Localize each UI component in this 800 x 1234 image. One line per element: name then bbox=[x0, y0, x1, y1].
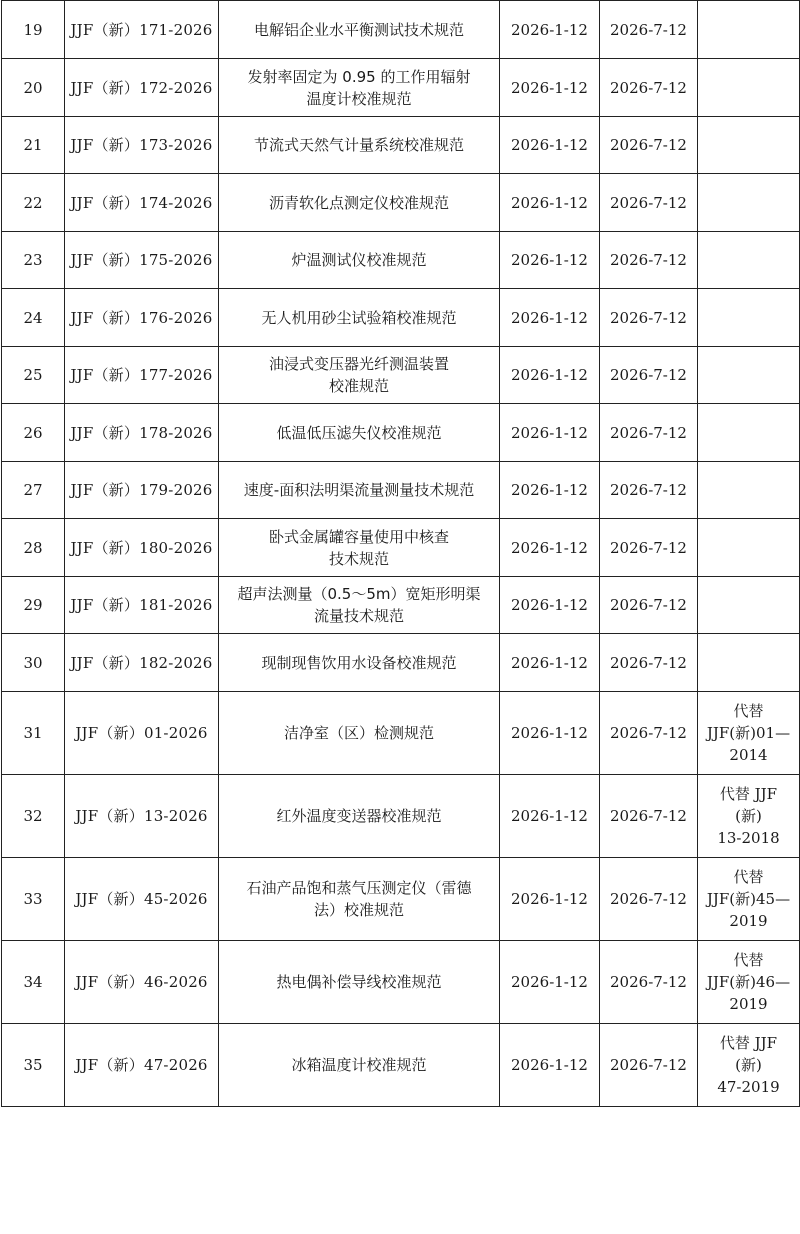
standard-code: JJF（新）175-2026 bbox=[65, 232, 219, 289]
standard-name-line: 技术规范 bbox=[328, 549, 389, 568]
row-number: 34 bbox=[2, 941, 65, 1024]
table-row bbox=[2, 519, 800, 577]
publish-date: 2026-1-12 bbox=[500, 232, 600, 289]
standard-name-line: 节流式天然气计量系统校准规范 bbox=[253, 136, 464, 154]
row-number: 28 bbox=[2, 519, 65, 577]
implement-date: 2026-7-12 bbox=[600, 117, 698, 174]
standard-name bbox=[219, 174, 500, 232]
replacement-note-line: JJF(新)45— bbox=[706, 890, 791, 908]
implement-date: 2026-7-12 bbox=[600, 462, 698, 519]
table-row bbox=[2, 858, 800, 941]
standard-name bbox=[219, 462, 500, 519]
table-row bbox=[2, 692, 800, 775]
replacement-note-line: 2014 bbox=[729, 746, 768, 764]
standard-name bbox=[219, 1024, 500, 1107]
standard-name-line: 电解铝企业水平衡测试技术规范 bbox=[253, 20, 464, 39]
standard-name bbox=[219, 634, 500, 692]
standard-code: JJF（新）177-2026 bbox=[65, 347, 219, 404]
replacement-note-line: 2019 bbox=[729, 912, 768, 930]
publish-date: 2026-1-12 bbox=[500, 692, 600, 775]
publish-date: 2026-1-12 bbox=[500, 941, 600, 1024]
table-row bbox=[2, 462, 800, 519]
replacement-note-line: JJF(新)01— bbox=[706, 724, 791, 742]
standard-name-line: 超声法测量（0.5～5m）宽矩形明渠 bbox=[237, 585, 481, 603]
implement-date: 2026-7-12 bbox=[600, 577, 698, 634]
row-number: 23 bbox=[2, 232, 65, 289]
standard-name-line: 热电偶补偿导线校准规范 bbox=[276, 973, 442, 991]
replacement-note-line: JJF(新)46— bbox=[706, 973, 791, 991]
table-row bbox=[2, 634, 800, 692]
replacement-note-line: (新) bbox=[735, 807, 762, 825]
replacement-note bbox=[698, 289, 800, 347]
row-number: 25 bbox=[2, 347, 65, 404]
replacement-note-line: 47-2019 bbox=[717, 1078, 780, 1096]
row-number: 30 bbox=[2, 634, 65, 692]
standards-table-body bbox=[2, 1, 800, 1107]
standard-code: JJF（新）47-2026 bbox=[65, 1024, 219, 1107]
implement-date: 2026-7-12 bbox=[600, 289, 698, 347]
replacement-note-line: 代替 bbox=[733, 868, 764, 886]
table-row bbox=[2, 941, 800, 1024]
standard-code: JJF（新）172-2026 bbox=[65, 59, 219, 117]
standard-name bbox=[219, 775, 500, 858]
replacement-note bbox=[698, 59, 800, 117]
implement-date: 2026-7-12 bbox=[600, 59, 698, 117]
publish-date: 2026-1-12 bbox=[500, 404, 600, 462]
standard-name bbox=[219, 941, 500, 1024]
publish-date: 2026-1-12 bbox=[500, 59, 600, 117]
standard-name-line: 校准规范 bbox=[328, 377, 389, 395]
replacement-note bbox=[698, 117, 800, 174]
standard-code: JJF（新）13-2026 bbox=[65, 775, 219, 858]
publish-date: 2026-1-12 bbox=[500, 775, 600, 858]
standard-code: JJF（新）180-2026 bbox=[65, 519, 219, 577]
row-number: 19 bbox=[2, 1, 65, 59]
implement-date: 2026-7-12 bbox=[600, 1024, 698, 1107]
table-row bbox=[2, 577, 800, 634]
standard-name-line: 炉温测试仪校准规范 bbox=[291, 251, 427, 269]
replacement-note bbox=[698, 941, 800, 1024]
implement-date: 2026-7-12 bbox=[600, 174, 698, 232]
standard-name-line: 卧式金属罐容量使用中核查 bbox=[268, 527, 449, 546]
replacement-note bbox=[698, 462, 800, 519]
standard-name bbox=[219, 347, 500, 404]
replacement-note bbox=[698, 174, 800, 232]
standard-name-line: 沥青软化点测定仪校准规范 bbox=[268, 193, 449, 212]
standard-code: JJF（新）173-2026 bbox=[65, 117, 219, 174]
replacement-note-line: 代替 JJF bbox=[719, 785, 778, 803]
table-row bbox=[2, 289, 800, 347]
replacement-note-line: 代替 JJF bbox=[719, 1034, 778, 1052]
standard-name bbox=[219, 404, 500, 462]
replacement-note bbox=[698, 1, 800, 59]
standard-name-line: 法）校准规范 bbox=[313, 901, 404, 919]
replacement-note bbox=[698, 634, 800, 692]
standard-name-line: 发射率固定为 0.95 的工作用辐射 bbox=[247, 67, 471, 86]
replacement-note bbox=[698, 347, 800, 404]
row-number: 20 bbox=[2, 59, 65, 117]
standard-name-line: 油浸式变压器光纤测温装置 bbox=[268, 355, 449, 373]
table-row bbox=[2, 775, 800, 858]
replacement-note bbox=[698, 519, 800, 577]
standard-name-line: 红外温度变送器校准规范 bbox=[276, 807, 442, 825]
publish-date: 2026-1-12 bbox=[500, 577, 600, 634]
standard-name bbox=[219, 289, 500, 347]
table-row bbox=[2, 117, 800, 174]
table-row bbox=[2, 347, 800, 404]
replacement-note-line: 2019 bbox=[729, 995, 768, 1013]
standard-name bbox=[219, 519, 500, 577]
standards-table bbox=[1, 0, 800, 1107]
table-row bbox=[2, 174, 800, 232]
implement-date: 2026-7-12 bbox=[600, 775, 698, 858]
standard-name-line: 流量技术规范 bbox=[313, 607, 404, 625]
implement-date: 2026-7-12 bbox=[600, 858, 698, 941]
table-row bbox=[2, 59, 800, 117]
implement-date: 2026-7-12 bbox=[600, 232, 698, 289]
table-row bbox=[2, 404, 800, 462]
publish-date: 2026-1-12 bbox=[500, 858, 600, 941]
row-number: 22 bbox=[2, 174, 65, 232]
implement-date: 2026-7-12 bbox=[600, 634, 698, 692]
row-number: 21 bbox=[2, 117, 65, 174]
standard-code: JJF（新）46-2026 bbox=[65, 941, 219, 1024]
standard-name-line: 石油产品饱和蒸气压测定仪（雷德 bbox=[246, 879, 472, 897]
replacement-note bbox=[698, 1024, 800, 1107]
replacement-note bbox=[698, 692, 800, 775]
replacement-note-line: 代替 bbox=[733, 951, 764, 969]
row-number: 31 bbox=[2, 692, 65, 775]
replacement-note bbox=[698, 232, 800, 289]
standard-name bbox=[219, 858, 500, 941]
replacement-note bbox=[698, 404, 800, 462]
standard-name-line: 温度计校准规范 bbox=[306, 89, 412, 108]
standard-name-line: 低温低压滤失仪校准规范 bbox=[276, 423, 442, 442]
standard-name bbox=[219, 117, 500, 174]
standard-code: JJF（新）181-2026 bbox=[65, 577, 219, 634]
publish-date: 2026-1-12 bbox=[500, 117, 600, 174]
implement-date: 2026-7-12 bbox=[600, 347, 698, 404]
table-row bbox=[2, 1, 800, 59]
standard-code: JJF（新）45-2026 bbox=[65, 858, 219, 941]
table-row bbox=[2, 232, 800, 289]
implement-date: 2026-7-12 bbox=[600, 1, 698, 59]
publish-date: 2026-1-12 bbox=[500, 289, 600, 347]
standard-name bbox=[219, 1, 500, 59]
row-number: 33 bbox=[2, 858, 65, 941]
publish-date: 2026-1-12 bbox=[500, 519, 600, 577]
standard-code: JJF（新）182-2026 bbox=[65, 634, 219, 692]
standard-code: JJF（新）01-2026 bbox=[65, 692, 219, 775]
replacement-note bbox=[698, 577, 800, 634]
standard-name bbox=[219, 59, 500, 117]
standard-code: JJF（新）179-2026 bbox=[65, 462, 219, 519]
publish-date: 2026-1-12 bbox=[500, 462, 600, 519]
standard-name-line: 冰箱温度计校准规范 bbox=[291, 1056, 427, 1074]
standard-name bbox=[219, 232, 500, 289]
row-number: 26 bbox=[2, 404, 65, 462]
publish-date: 2026-1-12 bbox=[500, 634, 600, 692]
implement-date: 2026-7-12 bbox=[600, 519, 698, 577]
replacement-note-line: (新) bbox=[735, 1056, 762, 1074]
standard-name-line: 无人机用砂尘试验箱校准规范 bbox=[261, 308, 457, 327]
publish-date: 2026-1-12 bbox=[500, 347, 600, 404]
standard-name-line: 现制现售饮用水设备校准规范 bbox=[261, 653, 457, 672]
standard-name-line: 洁净室（区）检测规范 bbox=[283, 724, 434, 742]
standard-code: JJF（新）171-2026 bbox=[65, 1, 219, 59]
implement-date: 2026-7-12 bbox=[600, 404, 698, 462]
standard-code: JJF（新）174-2026 bbox=[65, 174, 219, 232]
row-number: 29 bbox=[2, 577, 65, 634]
row-number: 27 bbox=[2, 462, 65, 519]
replacement-note-line: 代替 bbox=[733, 702, 764, 720]
row-number: 32 bbox=[2, 775, 65, 858]
row-number: 35 bbox=[2, 1024, 65, 1107]
table-row bbox=[2, 1024, 800, 1107]
implement-date: 2026-7-12 bbox=[600, 941, 698, 1024]
standard-code: JJF（新）178-2026 bbox=[65, 404, 219, 462]
standard-name-line: 速度-面积法明渠流量测量技术规范 bbox=[243, 481, 475, 499]
replacement-note bbox=[698, 858, 800, 941]
row-number: 24 bbox=[2, 289, 65, 347]
publish-date: 2026-1-12 bbox=[500, 174, 600, 232]
replacement-note-line: 13-2018 bbox=[717, 829, 780, 847]
standard-name bbox=[219, 577, 500, 634]
publish-date: 2026-1-12 bbox=[500, 1, 600, 59]
replacement-note bbox=[698, 775, 800, 858]
standard-code: JJF（新）176-2026 bbox=[65, 289, 219, 347]
standard-name bbox=[219, 692, 500, 775]
publish-date: 2026-1-12 bbox=[500, 1024, 600, 1107]
implement-date: 2026-7-12 bbox=[600, 692, 698, 775]
